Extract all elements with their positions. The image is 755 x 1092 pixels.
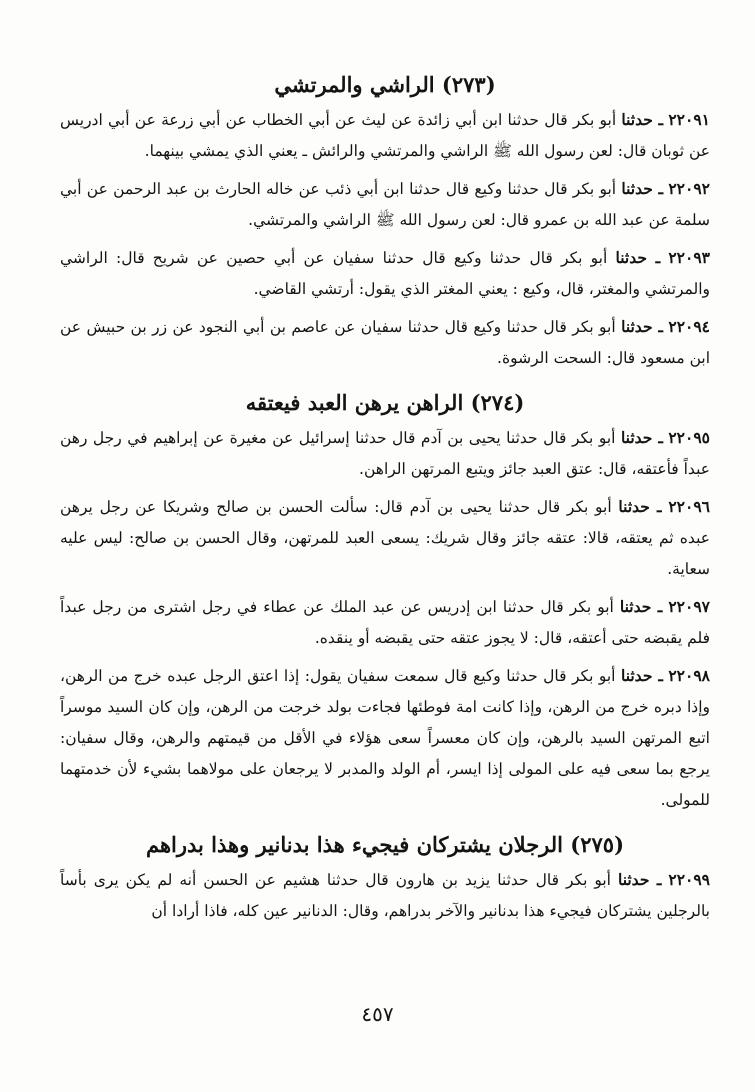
hadith-number: ٢٢٠٩٤ xyxy=(668,317,711,336)
hadith-number: ٢٢٠٩٨ xyxy=(668,666,710,685)
hadith-entry xyxy=(60,864,710,927)
hadith-lead: ـ حدثنا xyxy=(621,110,664,129)
hadith-text: أبو بكر قال حدثنا يزيد بن هارون قال حدثنا هشيم عن الحسن أنه لم يكن يرى بأساً بالرجلين يشتركان فيجيء هذا بدنانير والآخر بدراهم، وقال: الدنانير عين كله، فاذا أرادا أن xyxy=(60,871,710,920)
hadith-text: أبو بكر قال حدثنا وكيع قال حدثنا ابن أبي ذئب عن خاله الحارث بن عبد الرحمن عن أبي سلمة عن عبد الله بن عمرو قال: لعن رسول الله ﷺ الراشي والمرتشي. xyxy=(60,180,710,229)
hadith-lead: ـ حدثنا xyxy=(617,870,662,889)
book-page xyxy=(60,70,710,941)
hadith-number: ٢٢٠٩٢ xyxy=(668,179,710,198)
hadith-text: أبو بكر قال حدثنا يحيى بن آدم قال حدثنا إسرائيل عن مغيرة عن إبراهيم في رجل رهن عبداً فأعتقه، قال: عتق العبد جائز ويتبع المرتهن الراهن. xyxy=(60,429,710,478)
hadith-lead: ـ حدثنا xyxy=(619,597,663,616)
hadith-text: أبو بكر قال حدثنا يحيى بن آدم قال: سألت الحسن بن صالح وشريكا عن رجل يرهن عبده ثم يعتقه، قالا: عتقه جائز وقال شريك: يسعى العبد للمرتهن، وقال الحسن بن صالح: ليس عليه سعاية. xyxy=(60,498,710,578)
hadith-entry xyxy=(60,173,710,236)
hadith-lead: ـ حدثنا xyxy=(621,317,663,336)
hadith-text: أبو بكر قال حدثنا ابن أبي زائدة عن ليث عن أبي الخطاب عن أبي زرعة عن أبي ادريس عن ثوبان قال: لعن رسول الله ﷺ الراشي والمرتشي والرائش ـ يعني الذي يمشي بينهما. xyxy=(60,111,710,160)
hadith-text: أبو بكر قال حدثنا وكيع قال سمعت سفيان يقول: إذا اعتق الرجل عبده خرج من الرهن، وإذا دبره خرج من الرهن، وإذا كانت امة فوطئها فجاءت بولد خرجت من الرهن، وإن كان السيد موسراً اتبع المرتهن السيد بالرهن، وإن كان معسراً سعى هؤلاء في الأقل من قيمتهم والرهن، وقال سفيان: يرجع بما سعى فيه على المولى إذا ايسر، أم الولد والمدبر لا يرجعان على مولاهما بشيء لأن خدمتهما للمولى. xyxy=(60,667,710,809)
page-number: ٤٥٧ xyxy=(361,1002,394,1026)
hadith-number: ٢٢٠٩٧ xyxy=(668,597,710,616)
hadith-text: أبو بكر قال حدثنا ابن إدريس عن عبد الملك عن عطاء في رجل اشترى من رجل عبداً فلم يقبضه حتى أعتقه، قال: لا يجوز عتقه حتى يقبضه أو ينقده. xyxy=(60,598,710,647)
hadith-entry xyxy=(60,660,710,816)
hadith-lead: ـ حدثنا xyxy=(621,179,664,198)
hadith-entry xyxy=(60,104,710,167)
hadith-number: ٢٢٠٩٦ xyxy=(668,497,710,516)
hadith-lead: ـ حدثنا xyxy=(618,497,662,516)
section-heading: (٢٧٤) الراهن يرهن العبد فيعتقه xyxy=(245,390,525,415)
section-274 xyxy=(60,388,710,816)
section-heading: (٢٧٥) الرجلان يشتركان فيجيء هذا بدنانير وهذا بدراهم xyxy=(145,832,625,857)
hadith-text: أبو بكر قال حدثنا وكيع قال حدثنا سفيان عن أبي حصين عن شريح قال: الراشي والمرتشي والمغتر، قال، وكيع : يعني المغتر الذي يقول: أرتشي القاضي. xyxy=(60,249,710,298)
hadith-entry xyxy=(60,591,710,654)
hadith-entry xyxy=(60,242,710,305)
hadith-number: ٢٢٠٩٩ xyxy=(668,870,711,889)
hadith-number: ٢٢٠٩١ xyxy=(668,110,710,129)
hadith-entry xyxy=(60,422,710,485)
hadith-number: ٢٢٠٩٥ xyxy=(668,428,710,447)
hadith-number: ٢٢٠٩٣ xyxy=(668,248,710,267)
hadith-entry xyxy=(60,311,710,374)
section-heading: (٢٧٣) الراشي والمرتشي xyxy=(274,72,496,97)
hadith-lead: ـ حدثنا xyxy=(620,666,663,685)
section-275 xyxy=(60,830,710,927)
hadith-entry xyxy=(60,491,710,585)
hadith-text: أبو بكر قال حدثنا وكيع قال حدثنا سفيان عن عاصم بن أبي النجود عن زر بن حبيش عن ابن مسعود قال: السحت الرشوة. xyxy=(60,318,710,367)
hadith-lead: ـ حدثنا xyxy=(620,428,663,447)
hadith-lead: ـ حدثنا xyxy=(615,248,661,267)
section-273 xyxy=(60,70,710,374)
